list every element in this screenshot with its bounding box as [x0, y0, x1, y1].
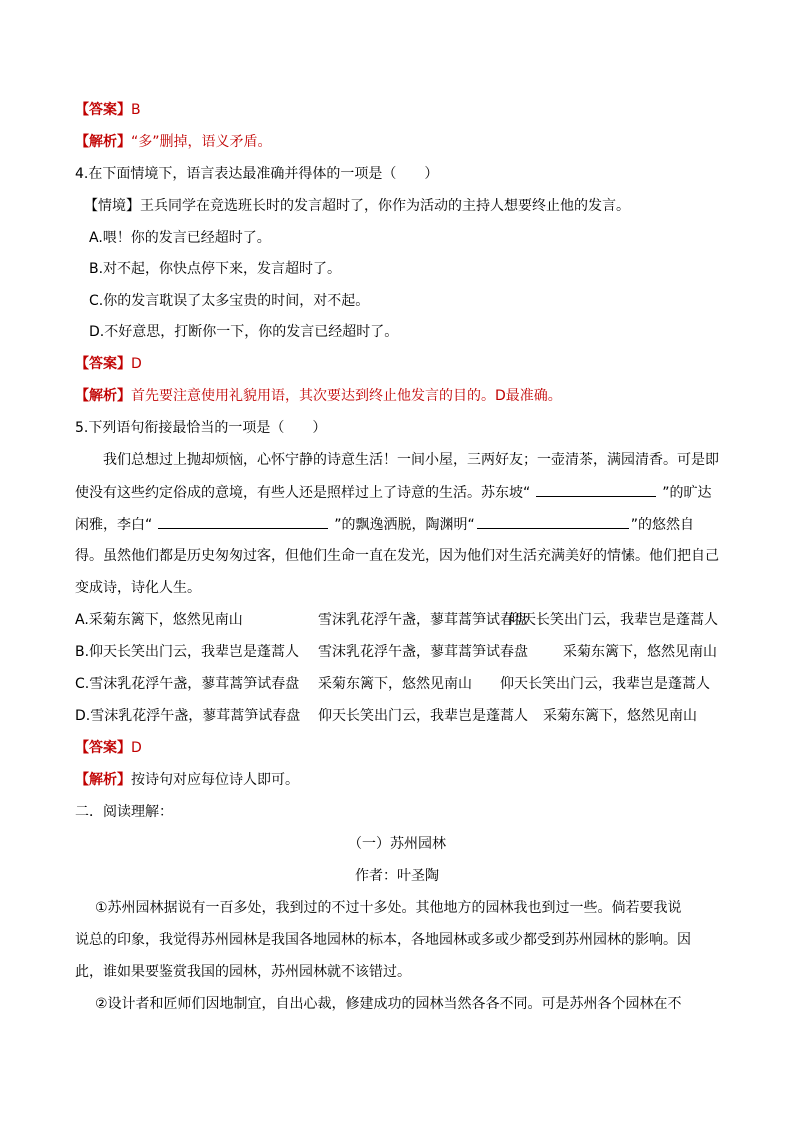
option-part: 雪沫乳花浮午盏，蓼茸蒿笋试春盘 — [318, 612, 528, 628]
answer-tag: 【答案】 — [75, 356, 131, 372]
question-5-passage-line-3 — [75, 514, 694, 535]
question-5-option-d — [75, 706, 697, 726]
question-4-option-d: D.不好意思，打断你一下，你的发言已经超时了。 — [89, 324, 399, 340]
article-para-1-line-2: 说总的印象，我觉得苏州园林是我国各地园林的标本，各地园林或多或少都受到苏州园林的影响。因 — [75, 932, 691, 948]
question-5-option-a — [75, 610, 718, 630]
option-part: B.仰天长笑出门云，我辈岂是蓬蒿人 — [75, 644, 300, 660]
question-4-option-b: B.对不起，你快点停下来，发言超时了。 — [89, 261, 342, 277]
question-4-option-a: A.喂！你的发言已经超时了。 — [89, 230, 271, 246]
section-heading: 二．阅读理解： — [75, 804, 173, 820]
answer-value: B — [131, 102, 141, 118]
option-part: 仰天长笑出门云，我辈岂是蓬蒿人 — [508, 612, 718, 628]
article-title: （一）苏州园林 — [348, 836, 446, 852]
option-part: 采菊东篱下，悠然见南山 — [318, 676, 472, 692]
analysis-tag: 【解析】 — [75, 388, 131, 404]
analysis-text: 按诗句对应每位诗人即可。 — [131, 772, 299, 788]
answer-line — [75, 100, 141, 120]
option-part: 仰天长笑出门云，我辈岂是蓬蒿人 — [318, 708, 528, 724]
question-5-passage-line-5: 变成诗，诗化人生。 — [75, 580, 201, 596]
article-para-2-line-1: ②设计者和匠师们因地制宜，自出心裁，修建成功的园林当然各各不同。可是苏州各个园林在不 — [95, 996, 682, 1012]
analysis-tag: 【解析】 — [75, 134, 131, 150]
article-para-1-line-3: 此，谁如果要鉴赏我国的园林，苏州园林就不该错过。 — [75, 964, 411, 980]
question-4-answer — [75, 354, 142, 374]
passage-text: ”的飘逸洒脱，陶渊明“ — [334, 517, 475, 533]
option-part: C.雪沫乳花浮午盏，蓼茸蒿笋试春盘 — [75, 676, 300, 692]
analysis-tag: 【解析】 — [75, 772, 131, 788]
fill-blank-3[interactable] — [477, 514, 629, 529]
question-4-stem: 4.在下面情境下，语言表达最准确并得体的一项是（ ） — [75, 166, 439, 182]
question-5-passage-line-4: 得。虽然他们都是历史匆匆过客，但他们生命一直在发光，因为他们对生活充满美好的情愫。他们把自己 — [75, 548, 719, 564]
option-part: D.雪沫乳花浮午盏，蓼茸蒿笋试春盘 — [75, 708, 301, 724]
question-5-answer — [75, 738, 142, 758]
question-5-analysis — [75, 770, 299, 790]
option-part: A.采菊东篱下，悠然见南山 — [75, 612, 243, 628]
option-part: 雪沫乳花浮午盏，蓼茸蒿笋试春盘 — [318, 644, 528, 660]
answer-value: D — [131, 740, 142, 756]
analysis-text: “多”删掉，语义矛盾。 — [131, 134, 272, 150]
analysis-line — [75, 132, 272, 152]
question-5-passage-line-2 — [75, 482, 712, 503]
analysis-text: 首先要注意使用礼貌用语，其次要达到终止他发言的目的。D最准确。 — [131, 388, 562, 404]
question-5-option-b — [75, 642, 717, 662]
option-part: 仰天长笑出门云，我辈岂是蓬蒿人 — [500, 676, 710, 692]
question-4-analysis — [75, 386, 562, 406]
question-5-option-c — [75, 674, 710, 694]
passage-text: 使没有这些约定俗成的意境，有些人还是照样过上了诗意的生活。苏东坡“ — [75, 485, 531, 501]
fill-blank-1[interactable] — [536, 482, 656, 497]
answer-tag: 【答案】 — [75, 740, 131, 756]
answer-tag: 【答案】 — [75, 102, 131, 118]
option-part: 采菊东篱下，悠然见南山 — [563, 644, 717, 660]
question-4-option-c: C.你的发言耽误了太多宝贵的时间，对不起。 — [89, 293, 370, 309]
article-para-1-line-1: ①苏州园林据说有一百多处，我到过的不过十多处。其他地方的园林我也到过一些。倘若要我说 — [95, 900, 682, 916]
answer-value: D — [131, 356, 142, 372]
passage-text: ”的悠然自 — [630, 517, 695, 533]
question-5-passage-line-1: 我们总想过上抛却烦恼，心怀宁静的诗意生活！一间小屋，三两好友；一壶清茶，满园清香。可是即 — [103, 452, 719, 468]
passage-text: 闲雅，李白“ — [75, 517, 153, 533]
fill-blank-2[interactable] — [158, 514, 328, 529]
article-author: 作者：叶圣陶 — [355, 868, 439, 884]
question-5-stem: 5.下列语句衔接最恰当的一项是（ ） — [75, 420, 327, 436]
option-part: 采菊东篱下，悠然见南山 — [543, 708, 697, 724]
passage-text: ”的旷达 — [662, 485, 712, 501]
question-4-context: 【情境】王兵同学在竞选班长时的发言超时了，你作为活动的主持人想要终止他的发言。 — [84, 198, 630, 214]
